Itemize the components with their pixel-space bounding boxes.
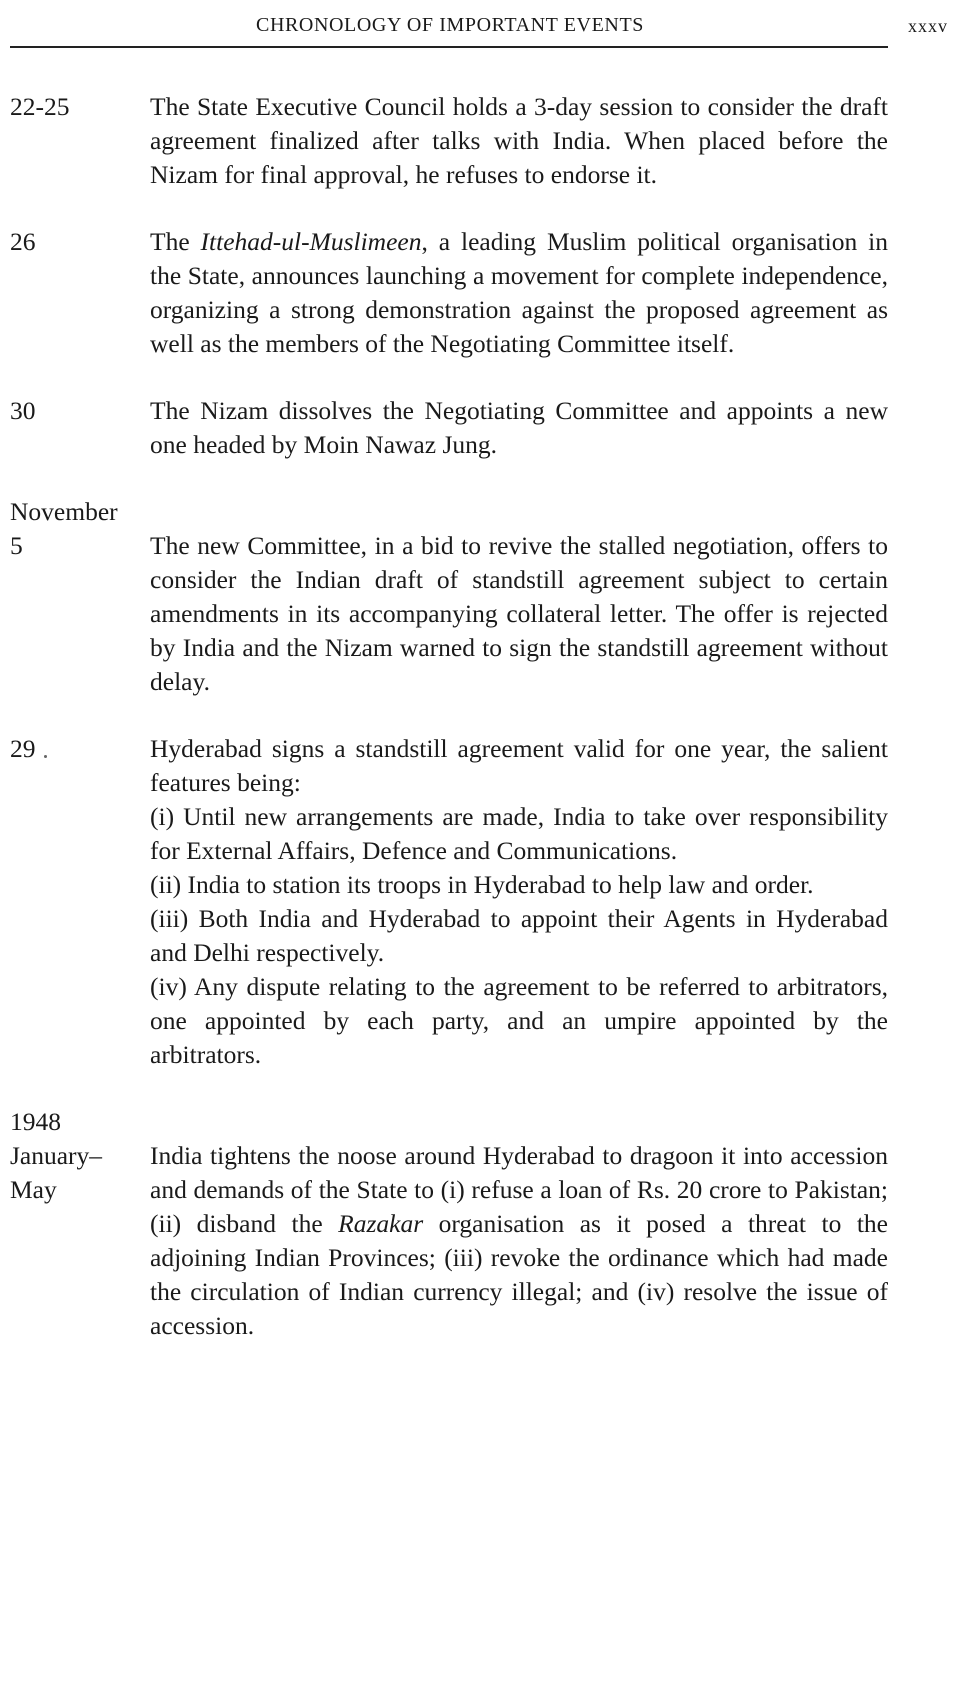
entry-date-line: May: [10, 1175, 57, 1204]
organisation-name: Ittehad-ul-Muslimeen: [200, 227, 422, 256]
entry-text: The new Committee, in a bid to revive the stalled negotiation, offers to consider the Indian draft of standstill agreement subject to certain amendments in its accompanying collateral letter. The offer is rejected by India and the Nizam warned to sign the standstill agreement without delay.: [150, 531, 888, 696]
entry-date: 5: [10, 531, 23, 560]
chronology-entry: [10, 732, 888, 1072]
entry-date-line: January–: [10, 1141, 103, 1170]
chronology-list: [10, 90, 888, 1343]
entry-date: 29: [10, 734, 36, 763]
entry-date: 30: [10, 396, 36, 425]
chronology-entry: [10, 529, 888, 699]
page-number: xxxv: [908, 16, 948, 36]
agreement-point: (iii) Both India and Hyderabad to appoint their Agents in Hyderabad and Delhi respectively.: [150, 904, 888, 967]
header-rule: [10, 46, 888, 48]
chronology-entry: [10, 225, 888, 361]
entry-text: The State Executive Council holds a 3-day session to consider the draft agreement finalized after talks with India. When placed before the Nizam for final approval, he refuses to endorse it.: [150, 92, 888, 189]
entry-text-suffix: , a leading Muslim political organisation in the State, announces launching a movement for complete independence, organizing a strong demonstration against the proposed agreement as well as the members of the Negotiating Committee itself.: [150, 227, 888, 358]
entry-date: 26: [10, 227, 36, 256]
entry-text: [150, 732, 888, 1072]
chronology-entry: [10, 394, 888, 462]
entry-text: [150, 1139, 888, 1343]
entry-date: 22-25: [10, 92, 70, 121]
print-speck: [44, 755, 47, 758]
entry-text-prefix: The: [150, 227, 201, 256]
agreement-point: (i) Until new arrangements are made, India to take over responsibility for External Affairs, Defence and Communications.: [150, 802, 888, 865]
chronology-entry: [10, 90, 888, 192]
entry-text-part: organisation as it posed a threat to the adjoining Indian Provinces; (iii) revoke the ordinance which had made the circulation of Indian currency illegal; and (iv) resolve the issue of accession.: [150, 1209, 888, 1340]
agreement-point: (iv) Any dispute relating to the agreement to be referred to arbitrators, one appointed by each party, and an umpire appointed by the arbitrators.: [150, 972, 888, 1069]
running-title: CHRONOLOGY OF IMPORTANT EVENTS: [256, 14, 644, 36]
agreement-point: (ii) India to station its troops in Hyderabad to help law and order.: [150, 870, 814, 899]
entry-date: [10, 1139, 150, 1343]
chronology-entry: [10, 1139, 888, 1343]
month-heading: November: [10, 497, 118, 526]
entry-text: [150, 225, 888, 361]
running-head: [0, 10, 968, 46]
entry-text: The Nizam dissolves the Negotiating Committee and appoints a new one headed by Moin Nawaz Jung.: [150, 396, 888, 459]
entry-text-part: India tightens the noose around Hyderabad to dragoon it into accession and demands of the State to (i) refuse a loan of Rs. 20 crore to Pakistan; (ii) disband the: [150, 1141, 888, 1238]
organisation-name: Razakar: [338, 1209, 424, 1238]
year-heading: 1948: [10, 1107, 61, 1136]
entry-intro: Hyderabad signs a standstill agreement valid for one year, the salient features being:: [150, 734, 888, 797]
